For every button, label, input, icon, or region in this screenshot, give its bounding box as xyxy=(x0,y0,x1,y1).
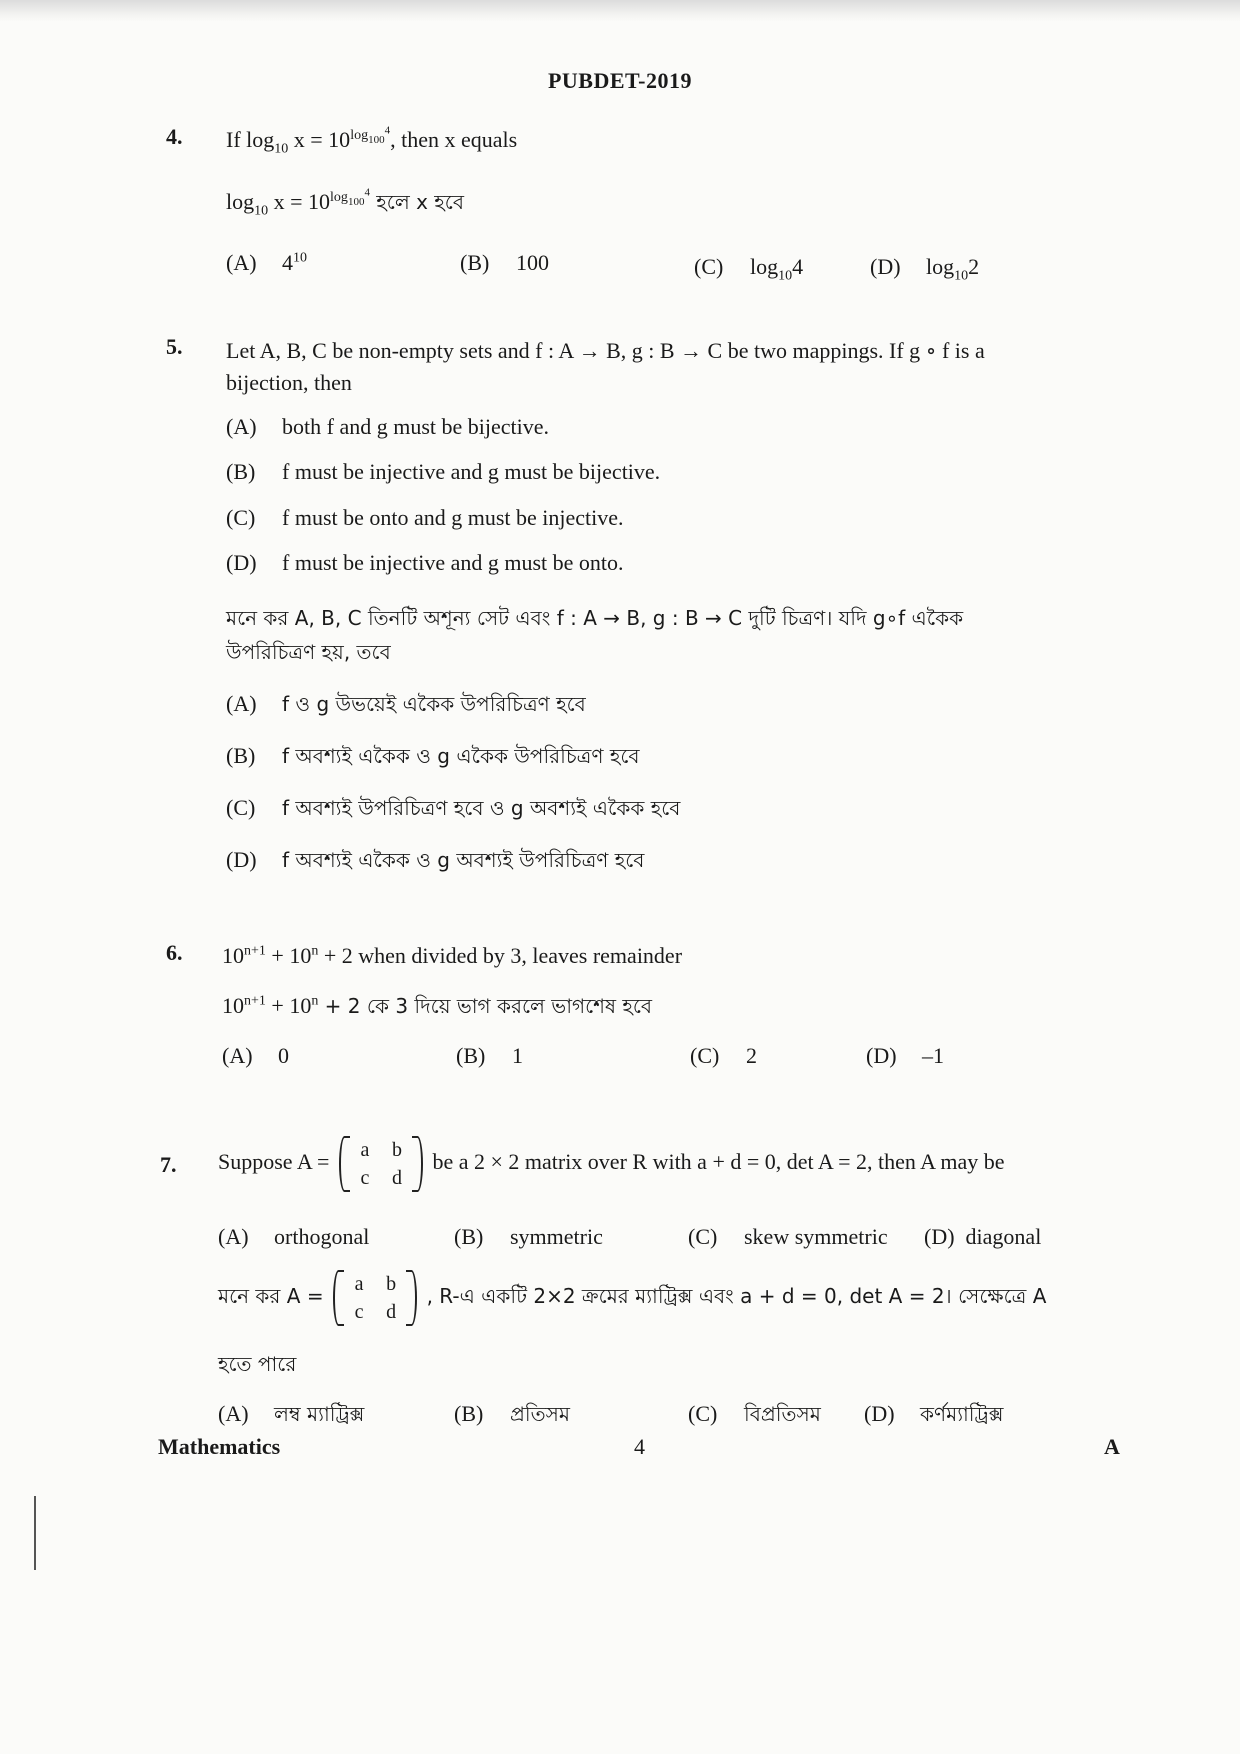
q5-bn-option-a: (A) f ও g উভয়েই একৈক উপরিচিত্রণ হবে xyxy=(226,691,586,716)
q5-en-option-b: (B) f must be injective and g must be bijective. xyxy=(226,459,661,484)
q5-en-option-a: (A) both f and g must be bijective. xyxy=(226,414,549,439)
q7-bn-option-a: (A) লম্ব ম্যাট্রিক্স xyxy=(218,1401,365,1426)
q7-bn-option-b: (B) প্রতিসম xyxy=(454,1401,570,1426)
q5-en-option-c: (C) f must be onto and g must be injective. xyxy=(226,505,624,530)
q4-number: 4. xyxy=(166,124,183,149)
matrix-a-bn: a b c d xyxy=(333,1270,417,1326)
margin-mark xyxy=(34,1496,36,1570)
q7-bn-option-d: (D) কর্ণম্যাট্রিক্স xyxy=(864,1401,1004,1426)
q5-text-en-line1: Let A, B, C be non-empty sets and f : A → B, g : B → C be two mappings. If g ∘ f is a xyxy=(226,338,985,363)
q5-bn-option-c: (C) f অবশ্যই উপরিচিত্রণ হবে ও g অবশ্যই একৈক হবে xyxy=(226,795,681,820)
q5-en-option-d: (D) f must be injective and g must be onto. xyxy=(226,550,624,575)
footer-subject: Mathematics xyxy=(158,1434,281,1459)
q5-bn-option-b: (B) f অবশ্যই একৈক ও g একৈক উপরিচিত্রণ হবে xyxy=(226,743,640,768)
q7-en-option-b: (B) symmetric xyxy=(454,1224,603,1249)
matrix-a: a b c d xyxy=(339,1136,423,1192)
q7-text-bn-line2: হতে পারে xyxy=(218,1352,297,1376)
q6-option-c: (C) 2 xyxy=(690,1043,757,1068)
page-title: PUBDET-2019 xyxy=(547,68,693,93)
q4-option-d: (D) $\log_{10}2$ xyxy=(870,254,980,284)
q6-option-b: (B) 1 xyxy=(456,1043,523,1068)
q5-text-bn-line1: মনে কর A, B, C তিনটি অশূন্য সেট এবং f : A → B, g : B → C দুটি চিত্রণ। যদি g∘f একৈক xyxy=(226,606,964,630)
q4-option-a: (A) $4^{10}$ xyxy=(226,250,307,275)
q7-en-option-d: (D) diagonal xyxy=(924,1224,1042,1249)
footer-set-code: A xyxy=(1104,1434,1120,1459)
scan-edge xyxy=(0,0,1240,22)
q7-en-option-c: (C) skew symmetric xyxy=(688,1224,888,1249)
q6-option-a: (A) 0 xyxy=(222,1043,289,1068)
q6-option-d: (D) –1 xyxy=(866,1043,944,1068)
q5-bn-option-d: (D) f অবশ্যই একৈক ও g অবশ্যই উপরিচিত্রণ হবে xyxy=(226,847,645,872)
q6-text-en: $10^{n+1} + 10^n + 2$ when divided by 3, leaves remainder xyxy=(222,943,683,968)
q7-en-option-a: (A) orthogonal xyxy=(218,1224,370,1249)
q6-text-bn: $10^{n+1} + 10^n + 2$ কে 3 দিয়ে ভাগ করলে ভাগশেষ হবে xyxy=(222,993,653,1018)
q7-bn-option-c: (C) বিপ্রতিসম xyxy=(688,1401,821,1426)
q7-text-en: Suppose A = a b c d be a 2 × 2 matrix over R with a + d = 0, det A = 2, then A may be xyxy=(218,1136,1004,1192)
q5-text-en-line2: bijection, then xyxy=(226,370,352,395)
q4-text-bn: $\log_{10} x = 10^{log_{100}^4}$ হলে x হবে xyxy=(226,186,464,219)
q4-text-en: If $\log_{10} x = 10^{log_{100}^4}$, then x equals xyxy=(226,124,518,157)
q4-option-b: (B) 100 xyxy=(460,250,549,275)
q5-text-bn-line2: উপরিচিত্রণ হয়, তবে xyxy=(226,640,391,664)
footer-page-number: 4 xyxy=(634,1434,645,1459)
q6-number: 6. xyxy=(166,940,183,965)
q7-number: 7. xyxy=(160,1152,177,1177)
q4-option-c: (C) $\log_{10}4$ xyxy=(694,254,804,284)
q7-text-bn: মনে কর A = a b c d , R-এ একটি 2×2 ক্রমের ম্যাট্রিক্স এবং a + d = 0, det A = 2। সেক্ষেত্রে A xyxy=(218,1270,1046,1326)
q5-number: 5. xyxy=(166,334,183,359)
